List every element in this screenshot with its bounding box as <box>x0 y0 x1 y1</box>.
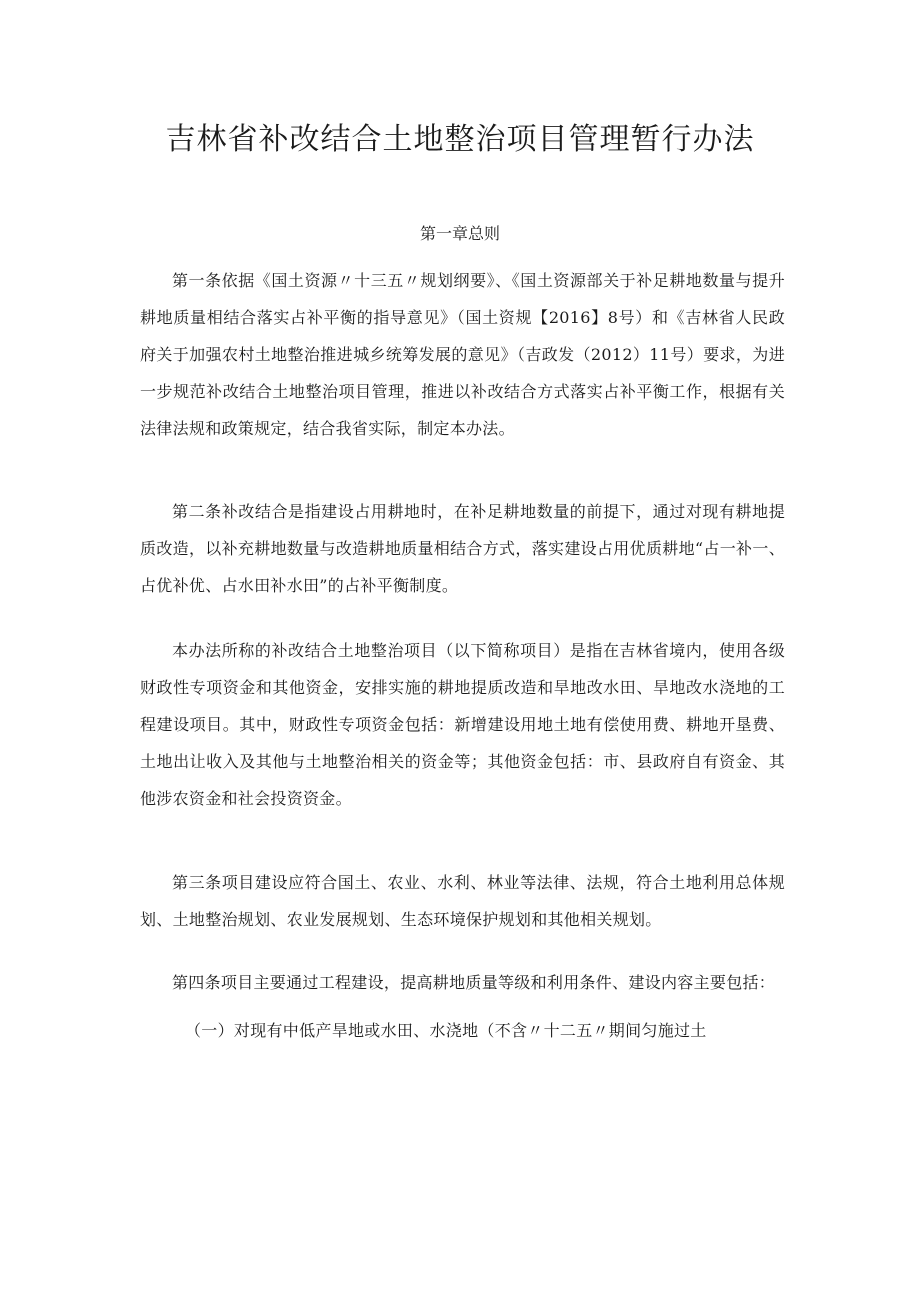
chapter-heading: 第一章总则 <box>419 224 500 243</box>
paragraph-article-3: 第三条项目建设应符合国土、农业、水利、林业等法律、法规，符合土地利用总体规划、土地整治规划、农业发展规划、生态环境保护规划和其他相关规划。 <box>140 873 785 929</box>
paragraph-article-4: 第四条项目主要通过工程建设，提高耕地质量等级和利用条件、建设内容主要包括： <box>172 973 776 992</box>
paragraph-definition: 本办法所称的补改结合土地整治项目（以下简称项目）是指在吉林省境内，使用各级财政性专项资金和其他资金，安排实施的耕地提质改造和旱地改水田、旱地改水浇地的工程建设项目。其中，财政性专项资金包括：新增建设用地土地有偿使用费、耕地开垦费、土地出让收入及其他与土地整治相关的资金等；其他资金包括：市、县政府自有资金、其他涉农资金和社会投资资金。 <box>140 641 785 808</box>
paragraph-article-1: 第一条依据《国土资源〃十三五〃规划纲要》、《国土资源部关于补足耕地数量与提升耕地质量相结合落实占补平衡的指导意见》（国土资规【2016】8号）和《吉林省人民政府关于加强农村土地整治推进城乡统筹发展的意见》（吉政发（2012）11号）要求，为进一步规范补改结合土地整治项目管理，推进以补改结合方式落实占补平衡工作，根据有关法律法规和政策规定，结合我省实际，制定本办法。 <box>140 271 785 438</box>
paragraph-article-2: 第二条补改结合是指建设占用耕地时，在补足耕地数量的前提下，通过对现有耕地提质改造，以补充耕地数量与改造耕地质量相结合方式，落实建设占用优质耕地“占一补一、占优补优、占水田补水田”的占补平衡制度。 <box>140 502 785 595</box>
paragraph-item-1: （一）对现有中低产旱地或水田、水浇地（不含〃十二五〃期间匀施过土 <box>185 1021 707 1040</box>
document-title: 吉林省补改结合土地整治项目管理暂行办法 <box>165 122 755 157</box>
